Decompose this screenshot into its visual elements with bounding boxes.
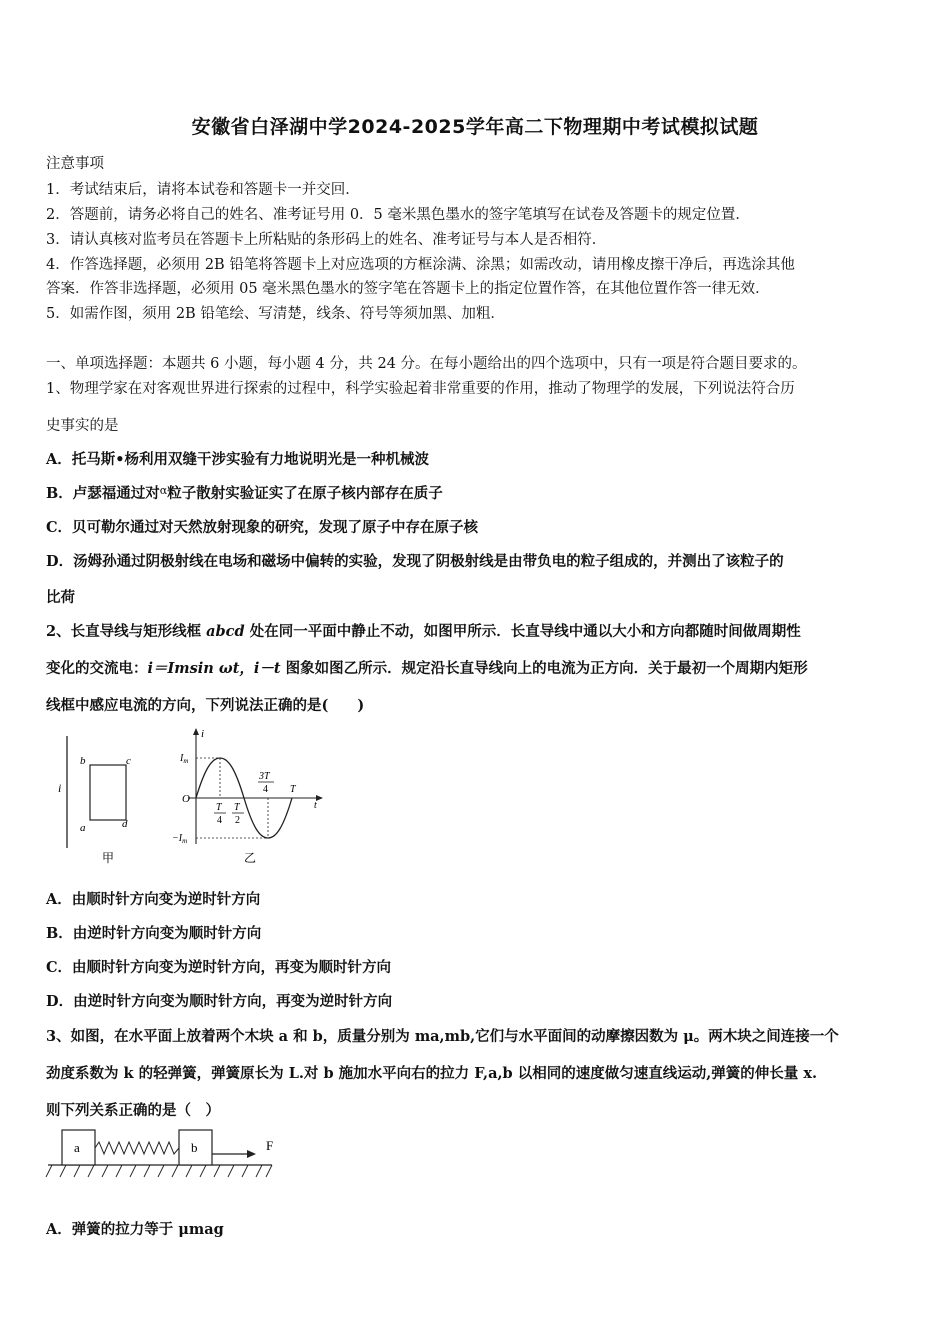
- page-title: 安徽省白泽湖中学2024-2025学年高二下物理期中考试模拟试题: [191, 116, 759, 138]
- figure-yi: [168, 724, 333, 869]
- tick-label-neg-im: [172, 833, 187, 845]
- q2-option-a: A．由顺时针方向变为逆时针方向: [46, 891, 261, 908]
- q2-option-b: B．由逆时针方向变为顺时针方向: [46, 925, 262, 942]
- q1-option-b: [46, 482, 916, 503]
- q1-stem: 史事实的是: [46, 418, 119, 434]
- q1-option-d: D．汤姆孙通过阴极射线在电场和磁场中偏转的实验，发现了阴极射线是由带负电的粒子组成的，并测出了该粒子的: [46, 553, 784, 570]
- figure-caption-yi: 乙: [244, 851, 257, 865]
- origin-label: O: [182, 793, 190, 805]
- q1-option-b-text: 粒子散射实验证实了在原子核内部存在质子: [167, 485, 443, 502]
- tick-label-im-sub: m: [183, 757, 189, 765]
- tick-label-T: T: [290, 784, 296, 795]
- q1-option-d: 比荷: [46, 589, 75, 606]
- tick-label-im: [179, 753, 188, 765]
- q2-stem: [46, 657, 916, 678]
- notice-item: 答案．作答非选择题，必须用 05 毫米黑色墨水的签字笔在答题卡上的指定位置作答，在其他位置作答一律无效．: [46, 281, 770, 297]
- figure-jia: [52, 728, 147, 868]
- q2-stem: [46, 620, 916, 641]
- q1-option-a: A．托马斯•杨利用双缝干涉实验有力地说明光是一种机械波: [46, 451, 430, 468]
- tick-label-t4-den: 4: [217, 815, 222, 826]
- figure-caption-jia: 甲: [102, 851, 115, 865]
- q3-stem: 3、如图，在水平面上放着两个木块 a 和 b，质量分别为 ma,mb,它们与水平面间的动摩擦因数为 μ。两木块之间连接一个: [46, 1028, 839, 1045]
- q2-option-c: C．由顺时针方向变为逆时针方向，再变为顺时针方向: [46, 959, 392, 976]
- axis-label-i: i: [201, 728, 205, 740]
- q2-stem-text: 图象如图乙所示．规定沿长直导线向上的电流为正方向．关于最初一个周期内矩形: [280, 660, 808, 677]
- tick-label-neg-im-sub: m: [182, 837, 188, 845]
- notice-item: 3．请认真核对监考员在答题卡上所粘贴的条形码上的姓名、准考证号与本人是否相符．: [46, 232, 607, 248]
- corner-label-c: c: [126, 755, 131, 767]
- force-label-f: F: [266, 1138, 274, 1153]
- q2-stem-text: 变化的交流电：: [46, 660, 148, 677]
- q2-stem-text: 2、长直导线与矩形线框: [46, 623, 207, 640]
- figure-blocks-spring: [44, 1124, 279, 1182]
- spring: [95, 1142, 179, 1154]
- q2-option-d: D．由逆时针方向变为顺时针方向，再变为逆时针方向: [46, 993, 393, 1010]
- notice-heading: 注意事项: [46, 156, 104, 172]
- q1-option-b-text: B．卢瑟福通过对: [46, 485, 160, 502]
- block-b-label: b: [191, 1140, 198, 1155]
- ground-hatch: [46, 1165, 272, 1177]
- axis-label-t: t: [314, 800, 317, 811]
- notice-item: 5．如需作图，须用 2B 铅笔绘、写清楚，线条、符号等须加黑、加粗．: [46, 306, 505, 322]
- tick-label-t2-den: 2: [235, 815, 240, 826]
- q2-stem: 线框中感应电流的方向，下列说法正确的是( ): [46, 697, 365, 714]
- corner-label-b: b: [80, 755, 86, 767]
- rectangular-loop: [90, 765, 126, 820]
- q2-formula: i＝Imsin ωt，i－t: [147, 660, 281, 677]
- force-arrowhead: [247, 1150, 256, 1158]
- alpha-symbol: α: [159, 484, 168, 497]
- tick-label-t2-num: T: [234, 802, 240, 813]
- corner-label-a: a: [80, 822, 86, 834]
- tick-label-t4-num: T: [216, 802, 222, 813]
- tick-label-neg-im-main: −I: [172, 833, 183, 844]
- q3-option-a: A．弹簧的拉力等于 μmag: [46, 1221, 224, 1238]
- q2-stem-abcd: abcd: [206, 623, 245, 640]
- q3-stem: 则下列关系正确的是（ ）: [46, 1102, 220, 1119]
- q1-stem: 1、物理学家在对客观世界进行探索的过程中，科学实验起着非常重要的作用，推动了物理学的发展，下列说法符合历: [46, 381, 795, 397]
- corner-label-d: d: [122, 818, 128, 830]
- current-label-i: i: [58, 781, 62, 795]
- tick-label-3t4-num: 3T: [259, 771, 270, 782]
- block-a-label: a: [74, 1140, 80, 1155]
- section-heading: 一、单项选择题：本题共 6 小题，每小题 4 分，共 24 分。在每小题给出的四个选项中，只有一项是符合题目要求的。: [46, 356, 807, 372]
- q1-option-c: C．贝可勒尔通过对天然放射现象的研究，发现了原子中存在原子核: [46, 519, 479, 536]
- tick-label-im-main: I: [180, 753, 184, 764]
- i-axis-arrow: [193, 728, 199, 735]
- notice-item: 2．答题前，请务必将自己的姓名、准考证号用 0．5 毫米黑色墨水的签字笔填写在试卷及答题卡的规定位置．: [46, 207, 750, 223]
- q3-stem: 劲度系数为 k 的轻弹簧，弹簧原长为 L.对 b 施加水平向右的拉力 F,a,b 以相同的速度做匀速直线运动,弹簧的伸长量 x.: [46, 1065, 818, 1082]
- q2-stem-text: 处在同一平面中静止不动，如图甲所示．长直导线中通以大小和方向都随时间做周期性: [244, 623, 801, 640]
- tick-label-3t4-den: 4: [263, 784, 268, 795]
- notice-item: 4．作答选择题，必须用 2B 铅笔将答题卡上对应选项的方框涂满、涂黑；如需改动，请用橡皮擦干净后，再选涂其他: [46, 257, 795, 273]
- notice-item: 1．考试结束后，请将本试卷和答题卡一并交回．: [46, 182, 360, 198]
- t-axis-arrow: [316, 795, 323, 801]
